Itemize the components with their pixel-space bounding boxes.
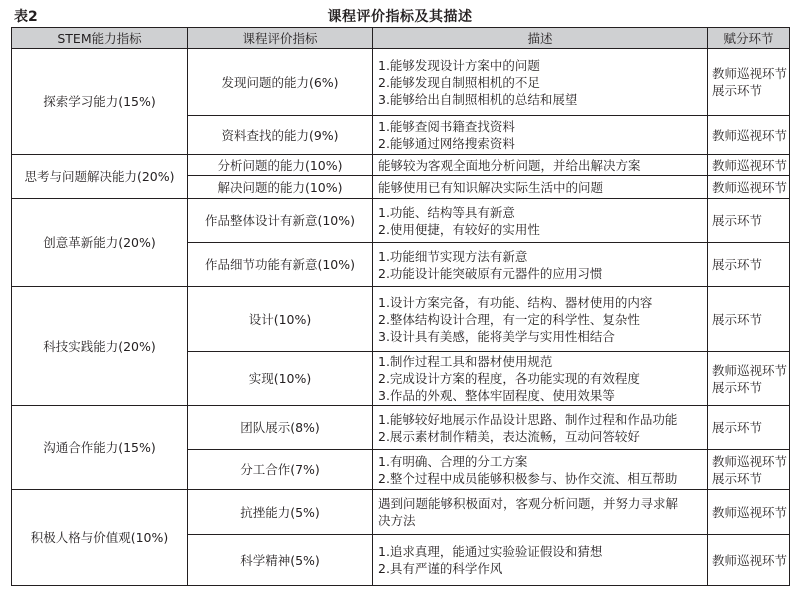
scoring-stage-line: 教师巡视环节 (712, 127, 788, 143)
header-description: 描述 (373, 28, 708, 49)
table-row (12, 199, 790, 243)
description-line: 1.能够查阅书籍查找资料 (378, 119, 515, 134)
description-line: 1.有明确、合理的分工方案 (378, 453, 528, 469)
header-course-indicator: 课程评价指标 (188, 28, 373, 49)
description-line: 决方法 (378, 513, 416, 528)
scoring-stage-line: 展示环节 (712, 213, 763, 228)
description-line: 3.能够给出自制照相机的总结和展望 (378, 91, 578, 107)
scoring-stage-cell (708, 406, 790, 450)
description-line: 2.能够发现自制照相机的不足 (378, 74, 540, 90)
evaluation-table (11, 27, 790, 586)
stem-indicator-cell: 积极人格与价值观(10%) (12, 490, 188, 586)
scoring-stage-line: 教师巡视环节 (712, 66, 788, 81)
scoring-stage-cell (708, 352, 790, 406)
scoring-stage-cell (708, 176, 790, 199)
description-cell (373, 199, 708, 243)
description-line: 能够较为客观全面地分析问题，并给出解决方案 (378, 157, 641, 173)
scoring-stage-line: 教师巡视环节 (712, 179, 788, 195)
description-cell (373, 176, 708, 199)
description-cell (373, 155, 708, 176)
table-row (12, 155, 790, 176)
description-line: 2.展示素材制作精美，表达流畅，互动问答较好 (378, 428, 640, 444)
course-indicator-cell: 分工合作(7%) (188, 450, 373, 490)
table-row (12, 49, 790, 116)
table-body (12, 49, 790, 586)
course-indicator-cell: 抗挫能力(5%) (188, 490, 373, 535)
description-line: 能够使用已有知识解决实际生活中的问题 (378, 179, 604, 195)
description-line: 2.完成设计方案的程度，各功能实现的有效程度 (378, 371, 640, 386)
description-line: 1.设计方案完备，有功能、结构、器材使用的内容 (378, 294, 653, 310)
scoring-stage-line: 展示环节 (712, 257, 763, 272)
course-indicator-cell: 分析问题的能力(10%) (188, 155, 373, 176)
description-cell (373, 535, 708, 586)
scoring-stage-cell (708, 450, 790, 490)
table-number: 表2 (14, 9, 38, 25)
description-line: 2.使用便捷，有较好的实用性 (378, 221, 540, 237)
course-indicator-cell: 解决问题的能力(10%) (188, 176, 373, 199)
description-line: 遇到问题能够积极面对，客观分析问题，并努力寻求解 (378, 496, 679, 511)
description-cell (373, 49, 708, 116)
scoring-stage-cell (708, 490, 790, 535)
course-indicator-cell: 作品整体设计有新意(10%) (188, 199, 373, 243)
scoring-stage-cell (708, 243, 790, 287)
course-indicator-cell: 发现问题的能力(6%) (188, 49, 373, 116)
table-row (12, 406, 790, 450)
description-line: 2.整体结构设计合理，有一定的科学性、复杂性 (378, 311, 640, 327)
description-line: 2.能够通过网络搜索资料 (378, 136, 515, 151)
description-line: 2.具有严谨的科学作风 (378, 561, 503, 576)
description-cell (373, 352, 708, 406)
scoring-stage-line: 教师巡视环节 (712, 552, 788, 568)
scoring-stage-line: 教师巡视环节 (712, 453, 788, 469)
description-line: 1.功能、结构等具有新意 (378, 204, 515, 220)
scoring-stage-line: 展示环节 (712, 83, 763, 98)
description-cell (373, 490, 708, 535)
stem-indicator-cell: 沟通合作能力(15%) (12, 406, 188, 490)
course-indicator-cell: 设计(10%) (188, 287, 373, 352)
course-indicator-cell: 团队展示(8%) (188, 406, 373, 450)
table-row (12, 287, 790, 352)
scoring-stage-line: 教师巡视环节 (712, 157, 788, 173)
header-scoring-stage: 赋分环节 (708, 28, 790, 49)
scoring-stage-line: 教师巡视环节 (712, 362, 788, 378)
course-indicator-cell: 资料查找的能力(9%) (188, 116, 373, 155)
scoring-stage-cell (708, 49, 790, 116)
stem-indicator-cell: 思考与问题解决能力(20%) (12, 155, 188, 199)
description-line: 1.能够发现设计方案中的问题 (378, 57, 540, 73)
description-line: 1.功能细节实现方法有新意 (378, 248, 528, 264)
description-cell (373, 116, 708, 155)
scoring-stage-line: 教师巡视环节 (712, 504, 788, 520)
scoring-stage-cell (708, 116, 790, 155)
description-line: 1.追求真理，能通过实验验证假设和猜想 (378, 544, 603, 559)
stem-indicator-cell: 探索学习能力(15%) (12, 49, 188, 155)
stem-indicator-cell: 科技实践能力(20%) (12, 287, 188, 406)
scoring-stage-cell (708, 199, 790, 243)
description-cell (373, 287, 708, 352)
table-header-row (12, 28, 790, 49)
description-line: 2.功能设计能突破原有元器件的应用习惯 (378, 265, 603, 281)
table-header-bar (0, 0, 800, 30)
scoring-stage-cell (708, 535, 790, 586)
scoring-stage-cell (708, 155, 790, 176)
description-cell (373, 450, 708, 490)
header-stem-indicator: STEM能力指标 (12, 28, 188, 49)
course-indicator-cell: 实现(10%) (188, 352, 373, 406)
course-indicator-cell: 科学精神(5%) (188, 535, 373, 586)
description-cell (373, 243, 708, 287)
stem-indicator-cell: 创意革新能力(20%) (12, 199, 188, 287)
scoring-stage-line: 展示环节 (712, 470, 763, 486)
description-line: 1.能够较好地展示作品设计思路、制作过程和作品功能 (378, 411, 678, 427)
scoring-stage-line: 展示环节 (712, 311, 763, 327)
table-caption: 课程评价指标及其描述 (327, 9, 473, 25)
description-line: 1.制作过程工具和器材使用规范 (378, 354, 553, 369)
scoring-stage-cell (708, 287, 790, 352)
description-line: 3.作品的外观、整体牢固程度、使用效果等 (378, 388, 615, 403)
scoring-stage-line: 展示环节 (712, 420, 763, 435)
description-line: 3.设计具有美感，能将美学与实用性相结合 (378, 328, 615, 344)
description-cell (373, 406, 708, 450)
description-line: 2.整个过程中成员能够积极参与、协作交流、相互帮助 (378, 470, 678, 486)
table-row (12, 490, 790, 535)
scoring-stage-line: 展示环节 (712, 379, 763, 395)
course-indicator-cell: 作品细节功能有新意(10%) (188, 243, 373, 287)
